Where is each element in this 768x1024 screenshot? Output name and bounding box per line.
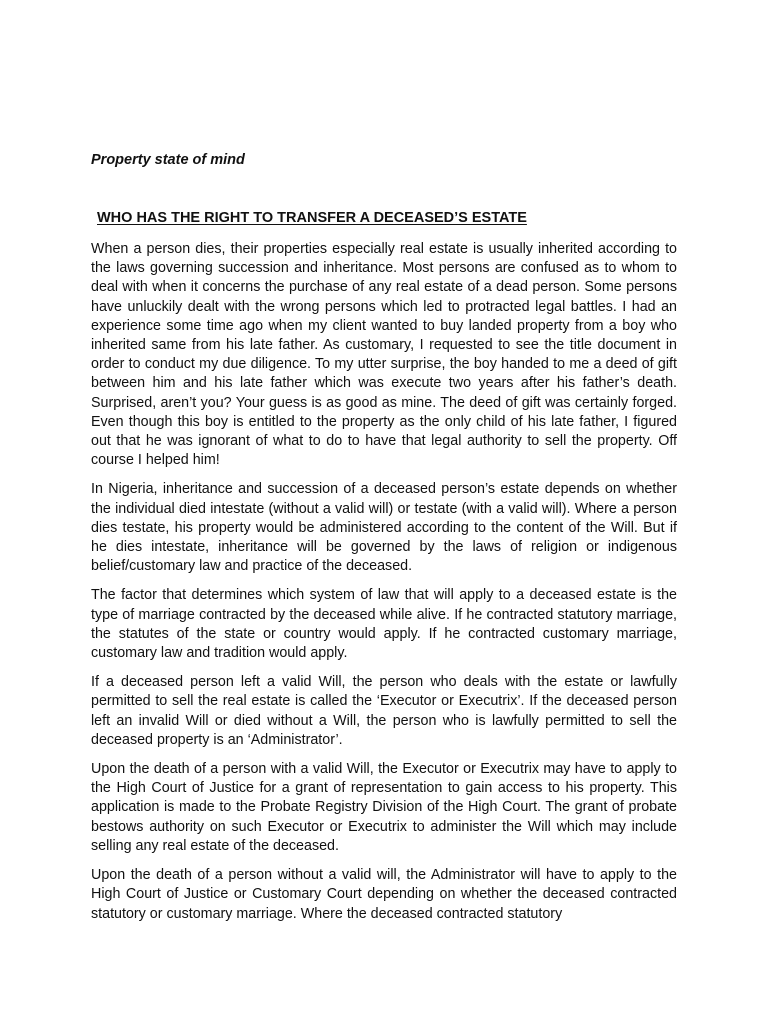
paragraph-executor-administrator: If a deceased person left a valid Will, the person who deals with the estate or lawfully permitted to sell the real estate is called the ‘Executor or Executrix’. If the deceased person left an invalid Will or died without a Will, the person who is lawfully permitted to sell the deceased property is an ‘Administrator’. [91, 674, 677, 748]
document-heading: WHO HAS THE RIGHT TO TRANSFER A DECEASED’S ESTATE [97, 210, 527, 226]
paragraph-inheritance-story: When a person dies, their properties especially real estate is usually inherited according to the laws governing succession and inheritance. Most persons are confused as to whom to deal with when it concerns the purchase of any real estate of a dead person. Some persons have unluckily dealt with the wrong persons which led to protracted legal battles. I had an experience some time ago when my client wanted to buy landed property from a boy who inherited same from his late father. As customary, I requested to see the title document in order to conduct my due diligence. To my utter surprise, the boy handed to me a deed of gift between him and his late father which was execute two years after his father’s death. Surprised, aren’t you? Your guess is as good as mine. The deed of gift was certainly forged. Even though this boy is entitled to the property as the only child of his late father, I figured out that he was ignorant of what to do to have that legal authority to sell the property. Off course I helped him! [91, 241, 677, 469]
paragraph-nigeria-inheritance: In Nigeria, inheritance and succession of a deceased person’s estate depends on whether the individual died intestate (without a valid will) or testate (with a valid will). Where a person dies testate, his property would be administered according to the content of the Will. But if he dies intestate, inheritance will be governed by the laws of religion or indigenous belief/customary law and practice of the deceased. [91, 481, 677, 575]
paragraph-probate: Upon the death of a person with a valid Will, the Executor or Executrix may have to apply to the High Court of Justice for a grant of representation to gain access to his property. This application is made to the Probate Registry Division of the High Court. The grant of probate bestows authority on such Executor or Executrix to administer the Will which may include selling any real estate of the deceased. [91, 761, 677, 854]
document-subtitle: Property state of mind [91, 152, 245, 168]
document-body [91, 240, 677, 934]
paragraph-marriage-factor: The factor that determines which system of law that will apply to a deceased estate is the type of marriage contracted by the deceased while alive. If he contracted statutory marriage, the statutes of the state or country would apply. If he contracted customary marriage, customary law and tradition would apply. [91, 587, 677, 662]
paragraph-administrator-application: Upon the death of a person without a valid will, the Administrator will have to apply to the High Court of Justice or Customary Court depending on whether the deceased contracted statutory or customary marriage. Where the deceased contracted statutory [91, 867, 677, 922]
